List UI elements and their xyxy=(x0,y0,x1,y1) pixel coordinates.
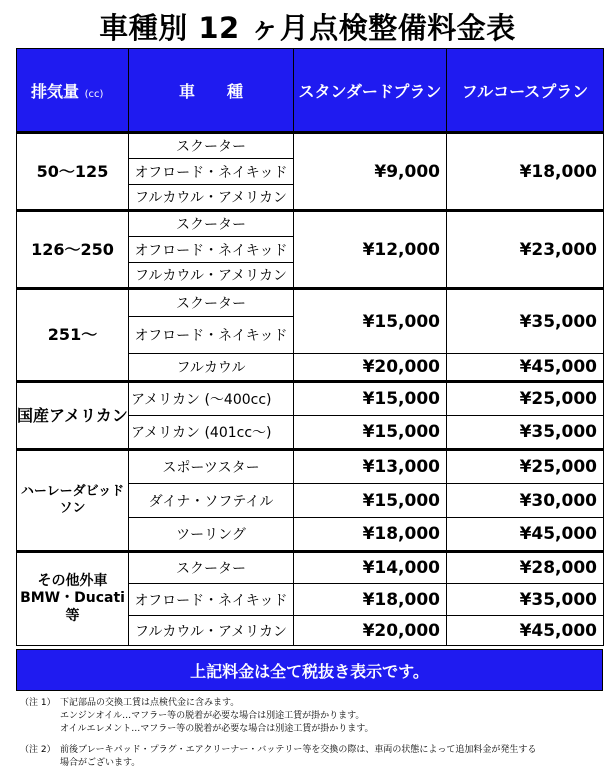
category-cell: 251〜 xyxy=(17,289,129,382)
note-item xyxy=(20,697,610,736)
model-cell: オフロード・ネイキッド xyxy=(129,584,294,616)
full-price-cell: ¥35,000 xyxy=(447,584,604,616)
model-cell: オフロード・ネイキッド xyxy=(129,317,294,354)
standard-price-cell: ¥13,000 xyxy=(294,450,447,484)
model-cell: ダイナ・ソフテイル xyxy=(129,484,294,518)
full-price-cell: ¥28,000 xyxy=(447,552,604,584)
header-standard-plan: スタンダードプラン xyxy=(294,49,447,133)
header-model: 車 種 xyxy=(129,49,294,133)
table-row xyxy=(17,133,604,159)
price-table xyxy=(16,48,604,646)
note-label: （注 2） xyxy=(20,745,56,755)
header-displacement-unit: (cc) xyxy=(84,88,104,100)
note-item xyxy=(20,744,610,770)
model-cell: オフロード・ネイキッド xyxy=(129,237,294,263)
table-row xyxy=(17,382,604,416)
notes-section xyxy=(20,697,610,770)
full-price-cell: ¥45,000 xyxy=(447,518,604,552)
standard-price-cell: ¥15,000 xyxy=(294,416,447,450)
full-price-cell: ¥23,000 xyxy=(447,211,604,289)
category-line: BMW・Ducati 等 xyxy=(20,590,125,624)
standard-price-cell: ¥20,000 xyxy=(294,354,447,382)
model-cell: フルカウル・アメリカン xyxy=(129,185,294,211)
note-line: 下記部品の交換工賃は点検代金に含みます。 xyxy=(60,698,240,708)
page-title: 車種別 12 ヶ月点検整備料金表 xyxy=(99,11,516,45)
model-cell: アメリカン (401cc〜) xyxy=(129,416,294,450)
model-cell: スクーター xyxy=(129,552,294,584)
category-cell xyxy=(17,552,129,646)
header-displacement: 排気量 (cc) xyxy=(17,49,129,133)
header-full-plan: フルコースプラン xyxy=(447,49,604,133)
model-cell: フルカウル・アメリカン xyxy=(129,263,294,289)
full-price-cell: ¥45,000 xyxy=(447,354,604,382)
model-cell: スクーター xyxy=(129,133,294,159)
category-cell: ハーレーダビッドソン xyxy=(17,450,129,552)
standard-price-cell: ¥18,000 xyxy=(294,584,447,616)
full-price-cell: ¥45,000 xyxy=(447,616,604,646)
category-cell: 126〜250 xyxy=(17,211,129,289)
standard-price-cell: ¥18,000 xyxy=(294,518,447,552)
note-line: エンジンオイル…マフラー等の脱着が必要な場合は別途工賃が掛かります。 xyxy=(60,711,365,721)
category-line: その他外車 xyxy=(37,572,108,589)
model-cell: オフロード・ネイキッド xyxy=(129,159,294,185)
tax-notice-banner: 上記料金は全て税抜き表示です。 xyxy=(16,649,603,691)
model-cell: スポーツスター xyxy=(129,450,294,484)
model-cell: スクーター xyxy=(129,289,294,317)
full-price-cell: ¥35,000 xyxy=(447,416,604,450)
model-cell: フルカウル xyxy=(129,354,294,382)
standard-price-cell: ¥12,000 xyxy=(294,211,447,289)
note-line: オイルエレメント…マフラー等の脱着が必要な場合は別途工賃が掛かります。 xyxy=(60,724,374,734)
model-cell: ツーリング xyxy=(129,518,294,552)
category-cell: 国産アメリカン xyxy=(17,382,129,450)
standard-price-cell: ¥9,000 xyxy=(294,133,447,211)
category-cell: 50〜125 xyxy=(17,133,129,211)
note-line: 前後ブレーキパッド・プラグ・エアクリーナー・バッテリー等を交換の際は、車両の状態によって追加料金が発生する xyxy=(60,745,537,755)
table-row xyxy=(17,450,604,484)
model-cell: アメリカン (〜400cc) xyxy=(129,382,294,416)
full-price-cell: ¥35,000 xyxy=(447,289,604,354)
table-row xyxy=(17,552,604,584)
standard-price-cell: ¥15,000 xyxy=(294,289,447,354)
table-header-row xyxy=(17,49,604,133)
standard-price-cell: ¥14,000 xyxy=(294,552,447,584)
standard-price-cell: ¥20,000 xyxy=(294,616,447,646)
full-price-cell: ¥30,000 xyxy=(447,484,604,518)
table-row xyxy=(17,289,604,317)
full-price-cell: ¥25,000 xyxy=(447,450,604,484)
note-line: 場合がございます。 xyxy=(60,758,141,768)
standard-price-cell: ¥15,000 xyxy=(294,382,447,416)
table-row xyxy=(17,211,604,237)
standard-price-cell: ¥15,000 xyxy=(294,484,447,518)
note-label: （注 1） xyxy=(20,698,56,708)
model-cell: スクーター xyxy=(129,211,294,237)
full-price-cell: ¥25,000 xyxy=(447,382,604,416)
model-cell: フルカウル・アメリカン xyxy=(129,616,294,646)
full-price-cell: ¥18,000 xyxy=(447,133,604,211)
